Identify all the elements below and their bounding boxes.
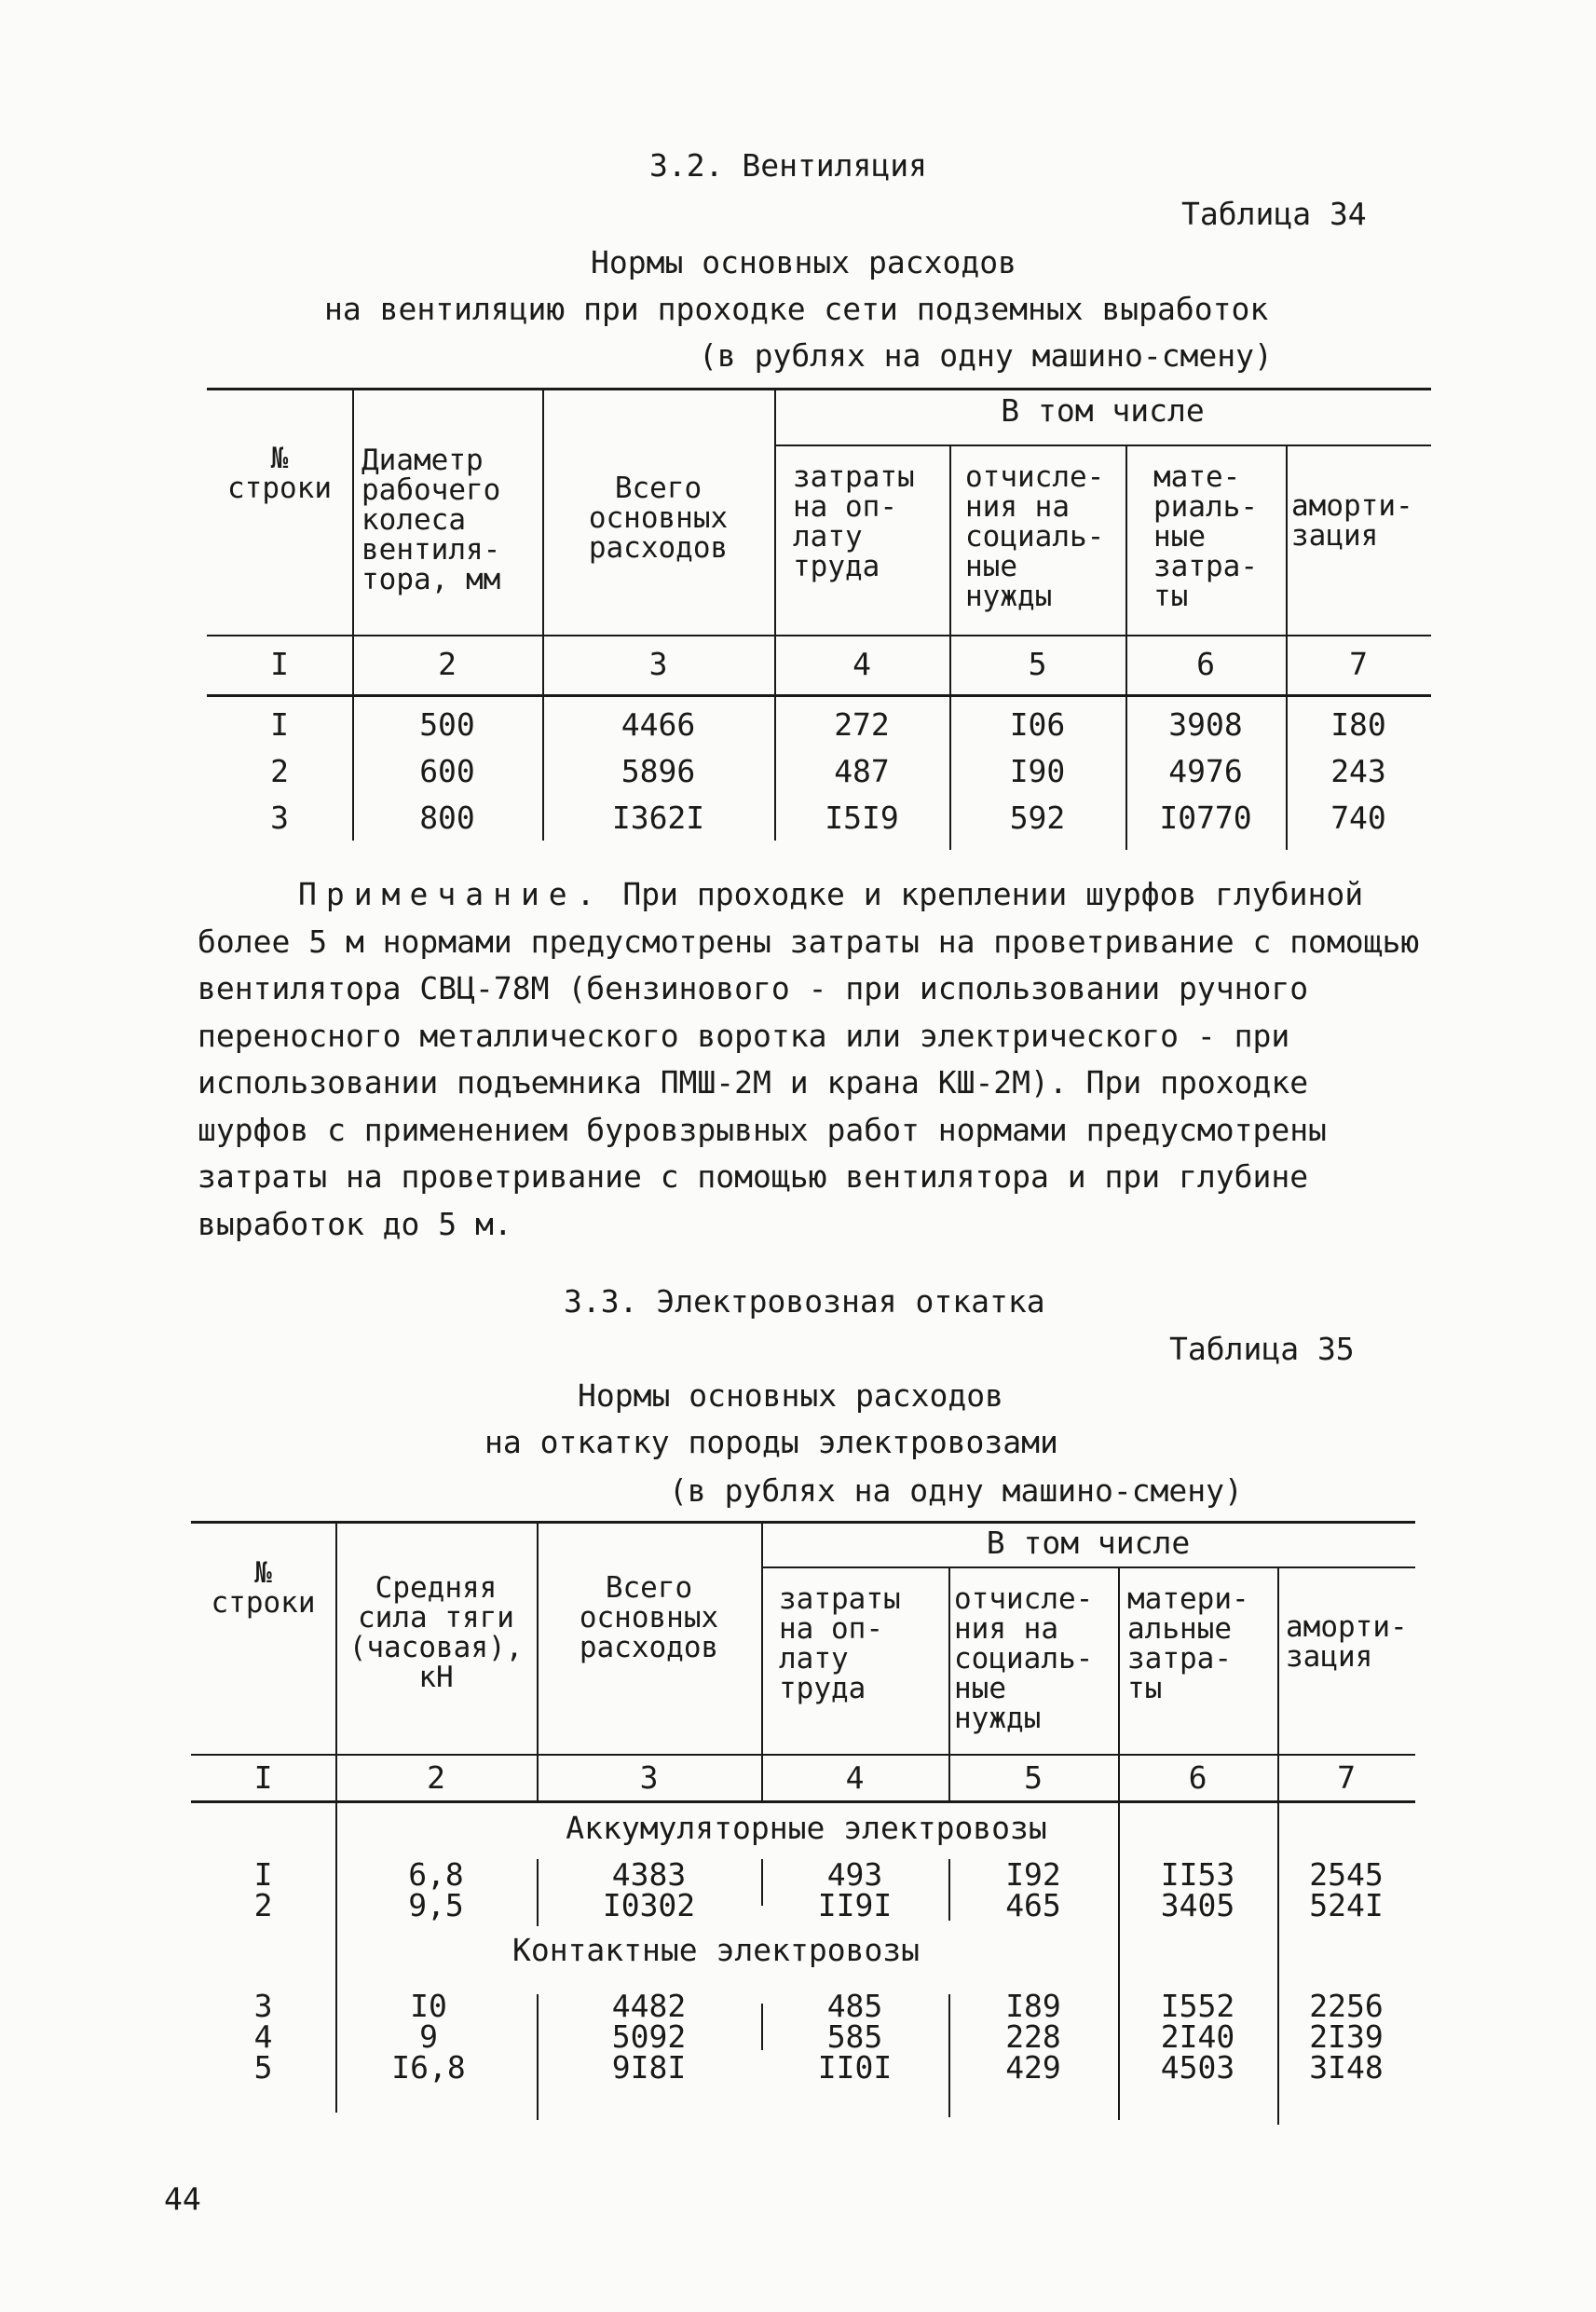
t35-cell-labor: II0I [817, 2049, 893, 2086]
t35-cell-social: I92 [1005, 1856, 1061, 1893]
t34-cell-material: 3908 [1168, 706, 1243, 743]
table-35-title-line2: на откатку породы электровозами [484, 1424, 1058, 1460]
table-35-title-line3: (в рублях на одну машино-смену) [669, 1472, 1243, 1509]
t35-cell-num: 2 [253, 1887, 273, 1923]
t34-header-group: В том числе [1001, 392, 1205, 429]
t34-cell-num: 3 [270, 800, 289, 836]
t35-cell-num: 3 [253, 1988, 273, 2024]
t35-colnum: 6 [1188, 1759, 1207, 1796]
t35-colnum: 3 [639, 1759, 659, 1796]
t34-cell-diameter: 800 [419, 800, 475, 836]
note-text: При проходке и креплении шурфов глубиной более 5 м нормами предусмотрены затраты на проветривание с помощью вентилятора СВЦ-78М (бензинового - при использовании ручного переносного металлического воротка или электрического - при использовании подъемника ПМШ-2М и крана КШ-2М). При проходке шурфов с применением буровзрывных работ нормами предусмотрены затраты на проветривание с помощью вентилятора и при глубине выработок до 5 м. [198, 876, 1420, 1242]
t35-cell-total: 9I8I [611, 2049, 687, 2086]
t35-header-labor: затраты на оп- лату труда [779, 1582, 901, 1705]
t35-cell-social: I89 [1005, 1988, 1061, 2024]
t35-header-social: отчисле- ния на социаль- ные нужды [954, 1582, 1094, 1735]
t34-cell-labor: 487 [834, 753, 890, 789]
t34-cell-total: 4466 [621, 706, 696, 743]
t34-cell-amort: I80 [1330, 706, 1386, 743]
t34-header-labor: затраты на оп- лату труда [793, 460, 915, 583]
t34-cell-amort: 740 [1330, 800, 1386, 836]
t35-group1-label: Аккумуляторные электровозы [566, 1810, 1047, 1846]
table-34-label: Таблица 34 [1181, 196, 1367, 232]
t34-header-diameter: Диаметр рабочего колеса вентиля- тора, мм [361, 444, 501, 596]
t35-header-group: В том числе [986, 1525, 1191, 1561]
table-34-title-line2: на вентиляцию при проходке сети подземных выработок [324, 291, 1269, 327]
t35-cell-force: 6,8 [408, 1856, 464, 1893]
t35-cell-force: 9 [419, 2018, 438, 2055]
section-heading-electric-haulage: 3.3. Электровозная откатка [564, 1283, 1045, 1320]
t35-colnum: 7 [1337, 1759, 1356, 1796]
t34-header-social: отчисле- ния на социаль- ные нужды [965, 460, 1105, 613]
t35-colnum: 2 [427, 1759, 445, 1796]
t34-colnum: 5 [1028, 646, 1047, 682]
t34-cell-num: I [270, 706, 289, 743]
t35-cell-social: 228 [1005, 2018, 1061, 2055]
t35-cell-amort: 2I39 [1309, 2018, 1384, 2055]
page-number: 44 [164, 2181, 201, 2217]
t35-cell-material: 2I40 [1160, 2018, 1235, 2055]
t34-cell-material: 4976 [1168, 753, 1243, 789]
t35-cell-labor: 485 [826, 1988, 883, 2024]
t35-cell-material: 4503 [1160, 2049, 1235, 2086]
t35-cell-labor: 585 [826, 2018, 883, 2055]
t35-cell-total: I0302 [602, 1887, 696, 1923]
t35-cell-material: I552 [1160, 1988, 1235, 2024]
t34-colnum: 3 [648, 646, 668, 682]
t35-cell-material: 3405 [1160, 1887, 1235, 1923]
t35-cell-total: 4482 [611, 1988, 687, 2024]
t35-header-force: Средняя сила тяги (часовая), кН [348, 1571, 524, 1694]
t35-cell-num: 5 [253, 2049, 273, 2086]
t34-header-num: № строки [227, 442, 332, 505]
t35-header-num: № строки [211, 1556, 316, 1620]
t34-cell-diameter: 500 [419, 706, 475, 743]
t34-cell-diameter: 600 [419, 753, 475, 789]
t35-cell-force: 9,5 [408, 1887, 464, 1923]
t35-group2-label: Контактные электровозы [512, 1932, 921, 1968]
t34-cell-num: 2 [270, 753, 289, 789]
t35-cell-amort: 2256 [1309, 1988, 1384, 2024]
t34-cell-material: I0770 [1159, 800, 1252, 836]
t34-cell-amort: 243 [1330, 753, 1386, 789]
table-34-title-line1: Нормы основных расходов [591, 244, 1016, 280]
t34-cell-labor: I5I9 [825, 800, 899, 836]
t35-colnum: I [253, 1759, 273, 1796]
t35-header-amort: аморти- зация [1286, 1610, 1408, 1674]
t35-cell-material: II53 [1160, 1856, 1235, 1893]
t35-cell-social: 465 [1005, 1887, 1061, 1923]
t34-colnum: 6 [1196, 646, 1215, 682]
t35-header-total: Всего основных расходов [579, 1571, 719, 1664]
t34-cell-social: I06 [1009, 706, 1066, 743]
t34-cell-total: I362I [611, 800, 705, 836]
t34-cell-total: 5896 [621, 753, 696, 789]
table-35-label: Таблица 35 [1169, 1331, 1355, 1367]
table-35-title-line1: Нормы основных расходов [578, 1377, 1003, 1414]
t34-header-total: Всего основных расходов [588, 472, 729, 565]
t34-header-material: мате- риаль- ные затра- ты [1153, 460, 1258, 613]
table-34-note [198, 871, 1437, 1248]
table-34-title-line3: (в рублях на одну машино-смену) [699, 337, 1273, 374]
t35-cell-social: 429 [1005, 2049, 1061, 2086]
t35-colnum: 5 [1024, 1759, 1043, 1796]
t35-cell-force: I6,8 [391, 2049, 466, 2086]
t35-cell-labor: 493 [826, 1856, 883, 1893]
t35-cell-num: 4 [253, 2018, 273, 2055]
t35-header-material: матери- альные затра- ты [1127, 1582, 1249, 1705]
t34-colnum: 7 [1349, 646, 1368, 682]
t34-colnum: 4 [853, 646, 871, 682]
t34-cell-labor: 272 [834, 706, 890, 743]
t35-cell-total: 5092 [611, 2018, 687, 2055]
section-heading-ventilation: 3.2. Вентиляция [649, 147, 928, 184]
note-label: Примечание. [298, 876, 605, 912]
t35-colnum: 4 [845, 1759, 865, 1796]
t35-cell-labor: II9I [817, 1887, 893, 1923]
t34-cell-social: I90 [1009, 753, 1066, 789]
t35-cell-amort: 2545 [1309, 1856, 1384, 1893]
t34-header-amort: аморти- зация [1291, 489, 1413, 553]
t35-cell-amort: 524I [1309, 1887, 1384, 1923]
t34-cell-social: 592 [1009, 800, 1066, 836]
t34-colnum: 2 [438, 646, 457, 682]
t35-cell-num: I [253, 1856, 273, 1893]
t35-cell-force: I0 [410, 1988, 447, 2024]
t35-cell-amort: 3I48 [1309, 2049, 1384, 2086]
t34-colnum: I [270, 646, 289, 682]
t35-cell-total: 4383 [611, 1856, 687, 1893]
